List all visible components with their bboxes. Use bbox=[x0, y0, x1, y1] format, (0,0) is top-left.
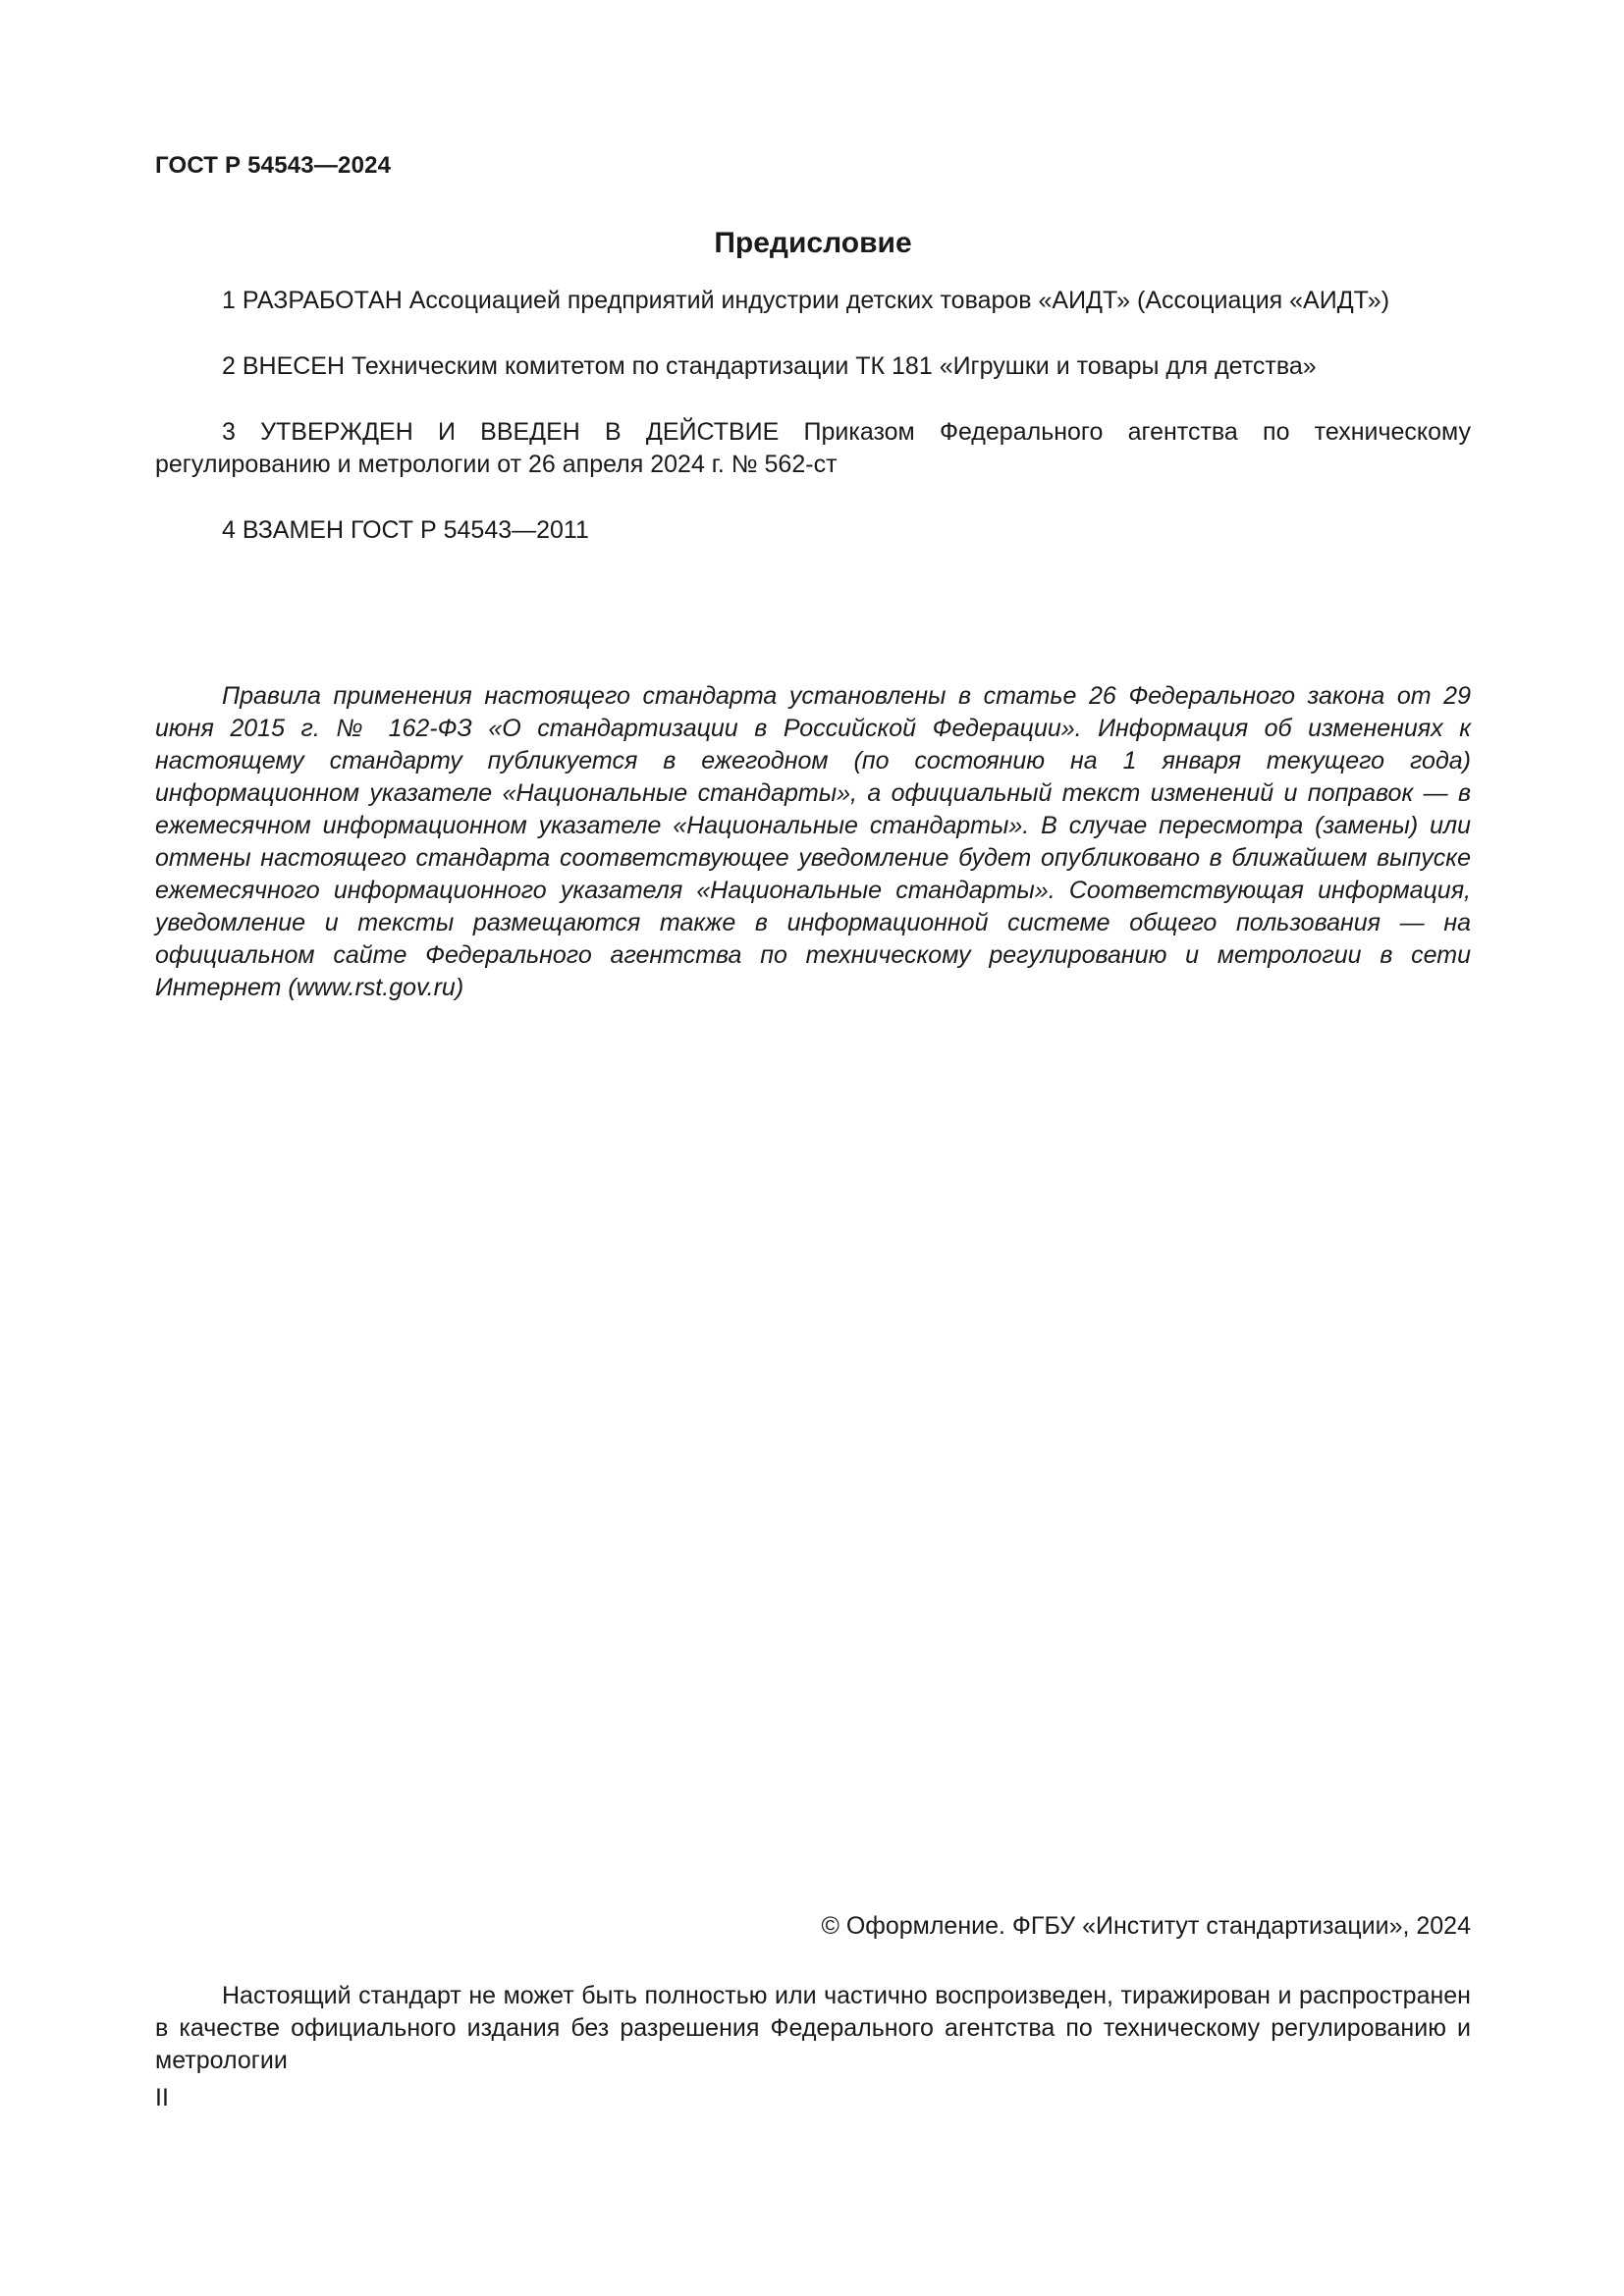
page-number: II bbox=[155, 2084, 169, 2111]
page-title: Предисловие bbox=[714, 227, 912, 259]
foreword-item: 4 ВЗАМЕН ГОСТ Р 54543—2011 bbox=[222, 516, 589, 544]
application-rules-notice: Правила применения настоящего стандарта установлены в статье 26 Федерального закона от 29 июня 2015 г. № 162-ФЗ «О стандартизации в Российской Федерации». Информация об изменениях к настоящему стандарту публикуется в ежегодном (по состоянию на 1 января текущего года) информационном указателе «Национальные стандарты», а официальный текст изменений и поправок — в ежемесячном информационном указателе «Национальные стандарты». В случае пересмотра (замены) или отмены настоящего стандарта соответствующее уведомление будет опубликовано в ближайшем выпуске ежемесячного информационного указателя «Национальные стандарты». Соответствующая информация, уведомление и тексты размещаются также в информационной системе общего пользования — на официальном сайте Федерального агентства по техническому регулированию и метрологии в сети Интернет (www.rst.gov.ru) bbox=[155, 682, 1471, 1001]
foreword-list bbox=[155, 285, 1471, 580]
document-code: ГОСТ Р 54543—2024 bbox=[155, 152, 392, 179]
foreword-item: 2 ВНЕСЕН Техническим комитетом по стандартизации ТК 181 «Игрушки и товары для детства» bbox=[222, 352, 1317, 380]
copyright-line: © Оформление. ФГБУ «Институт стандартизации», 2024 bbox=[821, 1912, 1471, 1940]
foreword-item: 3 УТВЕРЖДЕН И ВВЕДЕН В ДЕЙСТВИЕ Приказом Федерального агентства по техническому регулированию и метрологии от 26 апреля 2024 г. № 562-ст bbox=[155, 418, 1471, 478]
foreword-item: 1 РАЗРАБОТАН Ассоциацией предприятий индустрии детских товаров «АИДТ» (Ассоциация «АИДТ») bbox=[222, 287, 1390, 314]
reproduction-notice: Настоящий стандарт не может быть полностью или частично воспроизведен, тиражирован и распространен в качестве официального издания без разрешения Федерального агентства по техническому регулированию и метрологии bbox=[155, 1982, 1471, 2074]
